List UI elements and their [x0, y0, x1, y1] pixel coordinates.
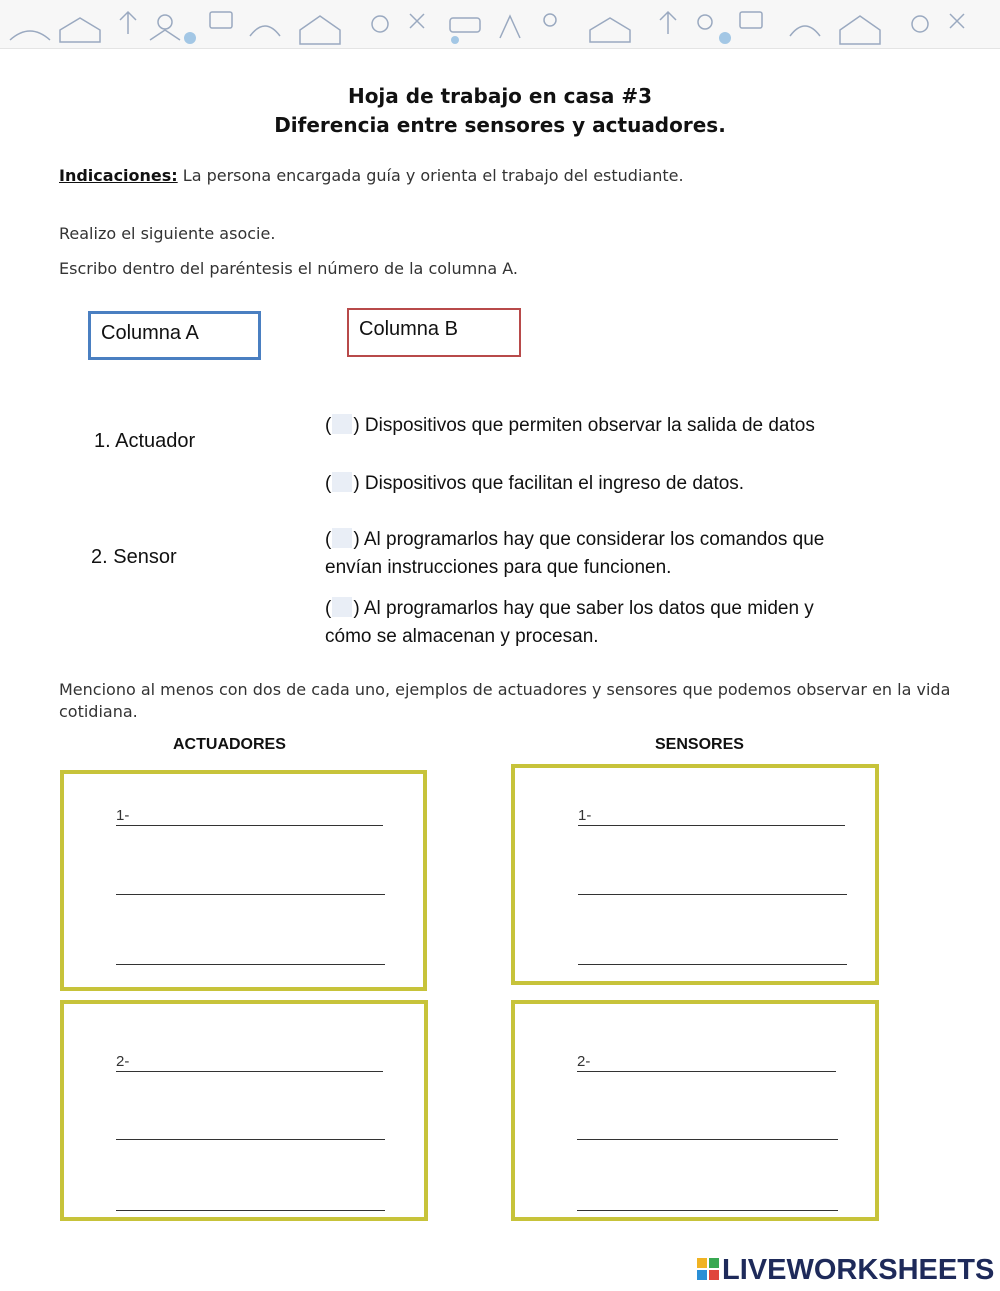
actuadores-heading: ACTUADORES — [173, 736, 286, 753]
sensor-1-line-2[interactable] — [578, 876, 847, 895]
actuadores-box-2 — [60, 1000, 428, 1221]
task2-text: Menciono al menos con dos de cada uno, ejemplos de actuadores y sensores que podemos observar en la vida cotidiana. — [59, 680, 951, 721]
actuador-1-line-2[interactable] — [116, 876, 385, 895]
column-a-header: Columna A — [88, 311, 261, 360]
column-b-item-3: ( ) Al programarlos hay que considerar los comandos que envían instrucciones para que funcionen. — [325, 529, 825, 578]
actuador-1-line-1[interactable]: 1- — [116, 807, 383, 826]
actuador-2-line-3[interactable] — [116, 1192, 385, 1211]
task1-line2: Escribo dentro del paréntesis el número de la columna A. — [59, 259, 518, 278]
sensores-box-2 — [511, 1000, 879, 1221]
sensor-2-line-1[interactable]: 2- — [577, 1053, 836, 1072]
actuador-2-line-2[interactable] — [116, 1121, 385, 1140]
sensor-2-line-2[interactable] — [577, 1121, 838, 1140]
instructions-text: La persona encargada guía y orienta el trabajo del estudiante. — [177, 166, 684, 185]
page-title: Hoja de trabajo en casa #3 — [347, 84, 653, 108]
column-b-header: Columna B — [347, 308, 521, 357]
sensor-1-line-3[interactable] — [578, 946, 847, 965]
actuador-1-line-3[interactable] — [116, 946, 385, 965]
sensor-2-line-3[interactable] — [577, 1192, 838, 1211]
column-b-item-4: ( ) Al programarlos hay que saber los datos que miden y cómo se almacenan y procesan. — [325, 598, 814, 647]
liveworksheets-logo — [697, 1254, 994, 1287]
sensor-1-line-1[interactable]: 1- — [578, 807, 845, 826]
instructions — [59, 166, 684, 185]
answer-input-3[interactable] — [332, 528, 352, 548]
actuador-2-line-1[interactable]: 2- — [116, 1053, 383, 1072]
answer-input-1[interactable] — [332, 414, 352, 434]
answer-input-2[interactable] — [332, 472, 352, 492]
page-subtitle: Diferencia entre sensores y actuadores. — [274, 113, 726, 137]
logo-text: LIVEWORKSHEETS — [722, 1254, 995, 1286]
task1-line1: Realizo el siguiente asocie. — [59, 224, 276, 243]
column-a-item-sensor: 2. Sensor — [91, 546, 177, 568]
column-b-item-2: ( ) Dispositivos que facilitan el ingreso de datos. — [325, 473, 745, 494]
decorative-banner — [0, 0, 1000, 49]
answer-input-4[interactable] — [332, 597, 352, 617]
instructions-label: Indicaciones: — [59, 166, 178, 185]
column-a-item-actuador: 1. Actuador — [94, 430, 196, 452]
column-b-item-1: ( ) Dispositivos que permiten observar la salida de datos — [325, 415, 815, 436]
logo-squares-icon — [697, 1258, 719, 1280]
sensores-heading: SENSORES — [655, 736, 744, 753]
